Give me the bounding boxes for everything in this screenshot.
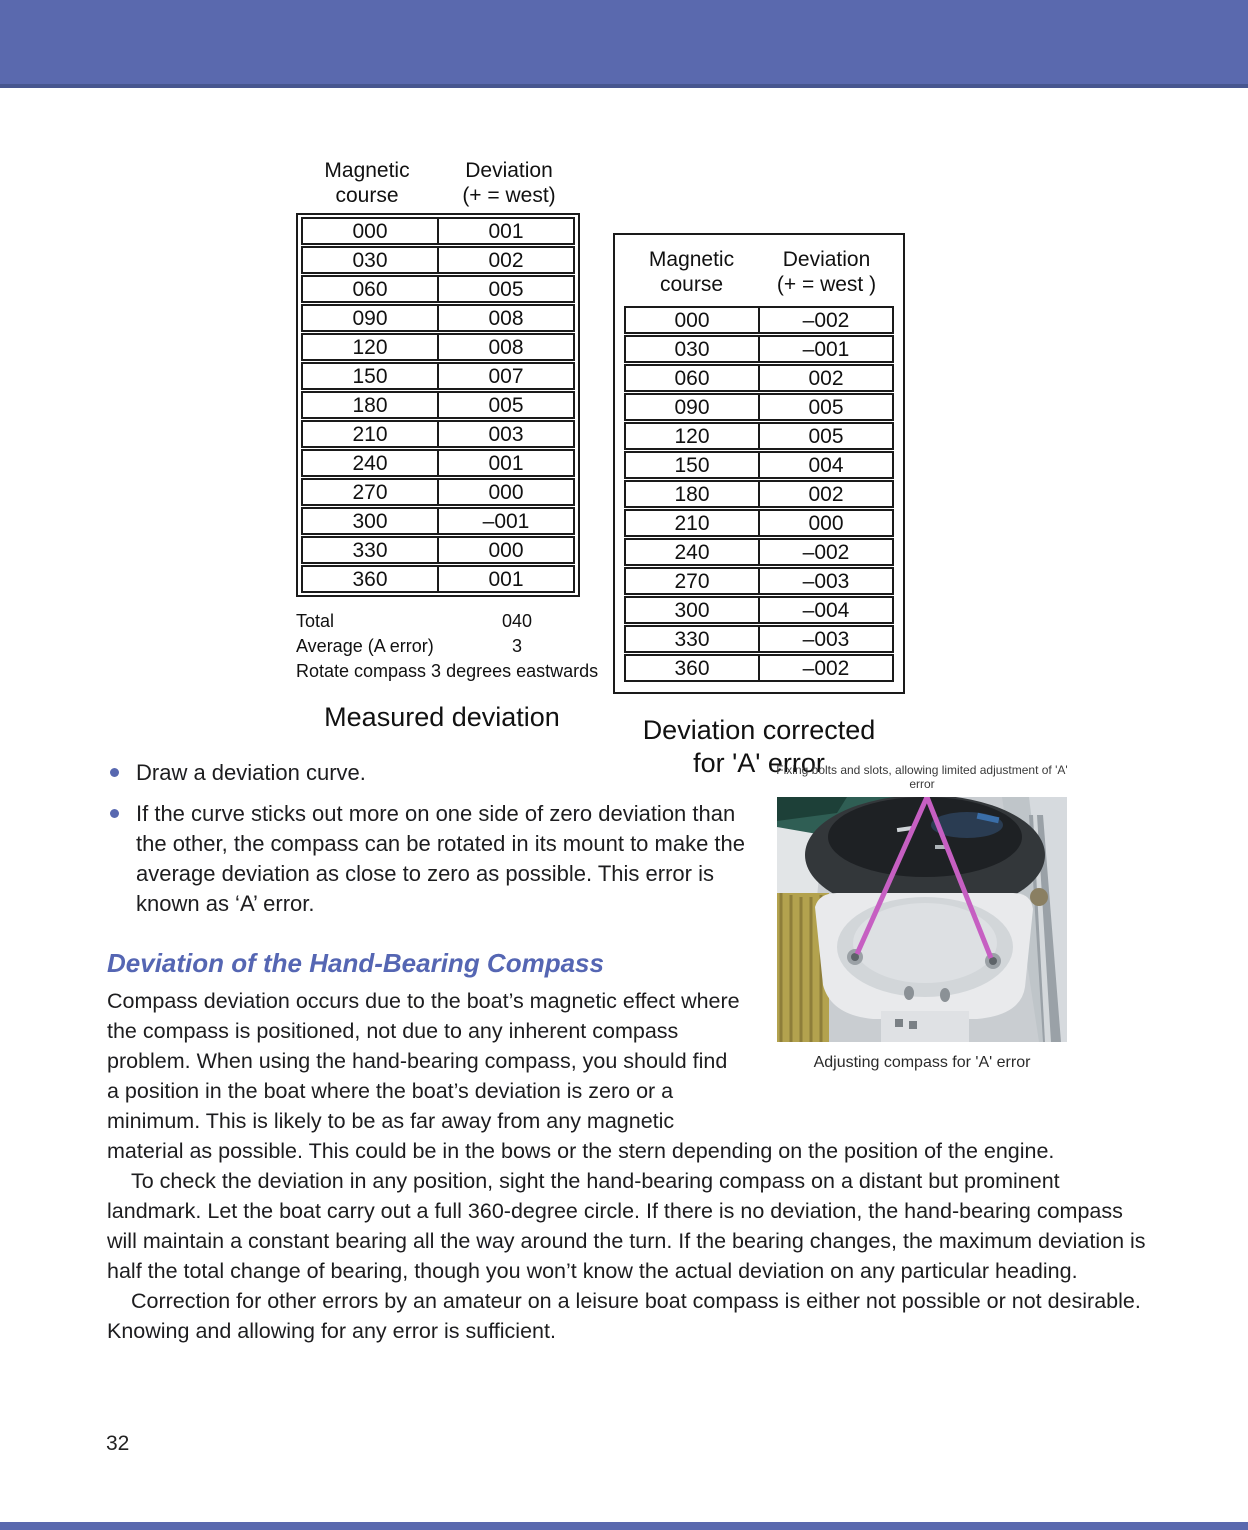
average-line: Average (A error) 3 <box>296 634 580 659</box>
table-cell: 090 <box>303 306 439 330</box>
page-number: 32 <box>106 1432 130 1455</box>
table-cell: 210 <box>626 511 760 535</box>
table-cell: 300 <box>626 598 760 622</box>
table-row <box>624 364 894 392</box>
table-cell: 005 <box>488 394 524 417</box>
table-cell: 270 <box>303 480 439 504</box>
table-row <box>624 422 894 450</box>
bottom-color-band <box>0 1522 1248 1530</box>
table-row <box>624 335 894 363</box>
table-cell: –002 <box>802 541 850 564</box>
section-heading: Deviation of the Hand-Bearing Compass <box>107 948 604 978</box>
table-cell: 060 <box>626 366 760 390</box>
table-row <box>301 420 575 448</box>
list-item: Draw a deviation curve. <box>108 758 763 788</box>
compass-figure <box>772 763 1072 1072</box>
corrected-table-headers <box>624 247 894 297</box>
rotate-note: Rotate compass 3 degrees eastwards <box>296 661 599 681</box>
table-row <box>624 654 894 682</box>
table-cell: –001 <box>482 510 530 533</box>
bullet-icon <box>110 768 119 777</box>
paragraph: To check the deviation in any position, sight the hand-bearing compass on a distant but prominent landmark. Let the boat carry out a full 360-degree circle. If there is no deviation, the hand-bearing compass will maintain a constant bearing all the way around the turn. If the bearing changes, the maximum deviation is half the total change of bearing, though you won’t know the actual deviation on any particular heading. <box>107 1169 1146 1283</box>
table-row <box>301 333 575 361</box>
table-cell: 000 <box>808 512 844 535</box>
table-cell: 240 <box>626 540 760 564</box>
table-cell: 004 <box>808 454 844 477</box>
table-row <box>301 391 575 419</box>
corrected-table-caption: Deviation corrected for 'A' error <box>642 715 876 778</box>
drain-hole <box>940 988 950 1002</box>
table-cell: 120 <box>626 424 760 448</box>
magnetic-course-header: Magnetic course <box>648 248 735 296</box>
table-cell: –002 <box>802 309 850 332</box>
bullet-icon <box>110 809 119 818</box>
table-cell: 001 <box>488 220 524 243</box>
table-row <box>624 480 894 508</box>
total-line: Total 040 <box>296 609 580 634</box>
table-cell: 210 <box>303 422 439 446</box>
table-cell: 060 <box>303 277 439 301</box>
figure-annotation-label: Fixing bolts and slots, allowing limited adjustment of 'A' error <box>776 763 1068 791</box>
table-cell: 240 <box>303 451 439 475</box>
table-cell: 330 <box>303 538 439 562</box>
table-cell: 005 <box>808 396 844 419</box>
table-cell: –003 <box>802 570 850 593</box>
table-cell: 005 <box>488 278 524 301</box>
table-row <box>624 451 894 479</box>
table-row <box>301 217 575 245</box>
table-cell: 270 <box>626 569 760 593</box>
vent-hole <box>909 1021 917 1029</box>
table-row <box>301 536 575 564</box>
corrected-deviation-table <box>613 233 905 780</box>
table-cell: 330 <box>626 627 760 651</box>
table-cell: –001 <box>802 338 850 361</box>
corrected-table-box <box>613 233 905 694</box>
table-cell: 360 <box>303 567 439 591</box>
table-row <box>624 625 894 653</box>
table-row <box>301 246 575 274</box>
table-cell: 180 <box>626 482 760 506</box>
table-cell: 030 <box>626 337 760 361</box>
compass-photo <box>777 797 1067 1042</box>
paragraph: Correction for other errors by an amateur on a leisure boat compass is either not possible or not desirable. Knowing and allowing for any error is sufficient. <box>107 1289 1141 1343</box>
table-cell: 008 <box>488 307 524 330</box>
table-cell: 300 <box>303 509 439 533</box>
table-cell: 120 <box>303 335 439 359</box>
total-value: 040 <box>501 611 533 631</box>
table-cell: 360 <box>626 656 760 680</box>
binnacle-pedestal <box>881 1011 969 1042</box>
measured-table-headers <box>296 158 580 208</box>
table-row <box>301 565 575 593</box>
magnetic-course-header: Magnetic course <box>324 159 410 207</box>
table-cell: 150 <box>626 453 760 477</box>
table-cell: 003 <box>488 423 524 446</box>
table-cell: 008 <box>488 336 524 359</box>
vent-hole <box>895 1019 903 1027</box>
table-cell: –004 <box>802 599 850 622</box>
measured-table-caption: Measured deviation <box>324 702 560 732</box>
table-cell: 002 <box>488 249 524 272</box>
table-cell: 002 <box>808 483 844 506</box>
top-color-band <box>0 0 1248 88</box>
table-cell: 180 <box>303 393 439 417</box>
table-cell: 090 <box>626 395 760 419</box>
table-cell: 001 <box>488 568 524 591</box>
corrected-table-body <box>624 306 894 682</box>
table-row <box>624 596 894 624</box>
table-cell: 030 <box>303 248 439 272</box>
table-row <box>624 538 894 566</box>
table-cell: 150 <box>303 364 439 388</box>
table-row <box>624 567 894 595</box>
deviation-header: Deviation (+ = west ) <box>776 248 877 296</box>
table-row <box>301 449 575 477</box>
table-cell: 007 <box>488 365 524 388</box>
list-item: If the curve sticks out more on one side of zero deviation than the other, the compass can be rotated in its mount to make the average deviation as close to zero as possible. This error is known as ‘A’ error. <box>108 799 763 919</box>
table-cell: –002 <box>802 657 850 680</box>
table-cell: 000 <box>626 308 760 332</box>
table-cell: 000 <box>488 539 524 562</box>
table-row <box>301 362 575 390</box>
table-row <box>301 304 575 332</box>
average-value: 3 <box>511 636 522 656</box>
table-cell: –003 <box>802 628 850 651</box>
table-row <box>301 507 575 535</box>
table-row <box>624 306 894 334</box>
measured-table-footer <box>296 609 599 684</box>
table-cell: 000 <box>303 219 439 243</box>
paragraph: Compass deviation occurs due to the boat’s magnetic effect where the compass is positioned, not due to any inherent compass problem. When using the hand-bearing compass, you should find a position in the boat where the boat’s deviation is zero or a minimum. This is likely to be as far away from any magnetic material as possible. This could be in the bows or the stern depending on the position of the engine. <box>107 989 1055 1163</box>
measured-deviation-table <box>296 158 599 684</box>
bullet-list <box>108 758 763 930</box>
table-row <box>301 275 575 303</box>
measured-table-body <box>296 213 580 597</box>
table-row <box>624 393 894 421</box>
table-row <box>624 509 894 537</box>
figure-caption: Adjusting compass for 'A' error <box>813 1054 1031 1071</box>
pole-fitting <box>1030 888 1048 906</box>
deviation-header: Deviation (+ = west) <box>462 159 556 207</box>
table-cell: 000 <box>488 481 524 504</box>
table-cell: 005 <box>808 425 844 448</box>
table-cell: 001 <box>488 452 524 475</box>
compass-glass <box>828 797 1022 877</box>
table-cell: 002 <box>808 367 844 390</box>
table-row <box>301 478 575 506</box>
drain-hole <box>904 986 914 1000</box>
